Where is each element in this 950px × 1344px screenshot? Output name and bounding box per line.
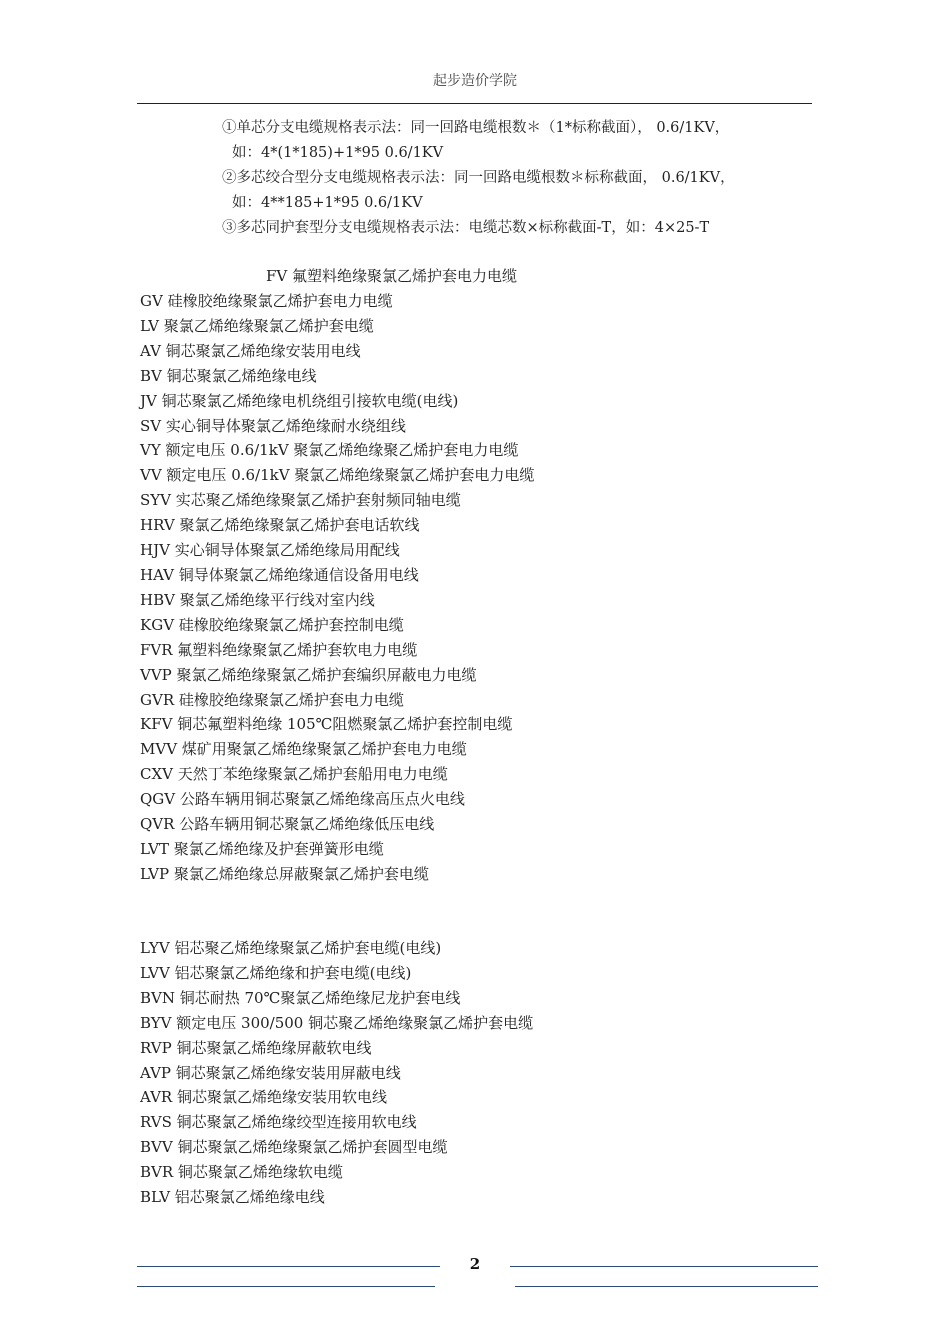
footer-rule-right-bottom	[515, 1286, 818, 1287]
cable-type-item: BVV 铜芯聚氯乙烯绝缘聚氯乙烯护套圆型电缆	[140, 1138, 448, 1157]
cable-type-item: KGV 硅橡胶绝缘聚氯乙烯护套控制电缆	[140, 615, 404, 634]
cable-type-item: BLV 铝芯聚氯乙烯绝缘电线	[140, 1188, 325, 1207]
cable-type-item: SYV 实芯聚乙烯绝缘聚氯乙烯护套射频同轴电缆	[140, 491, 461, 510]
cable-type-item: HAV 铜导体聚氯乙烯绝缘通信设备用电线	[140, 565, 419, 584]
page-number: 2	[469, 1255, 481, 1273]
cable-type-item: GVR 硅橡胶绝缘聚氯乙烯护套电力电缆	[140, 690, 404, 709]
cable-type-item: VY 额定电压 0.6/1kV 聚氯乙烯绝缘聚乙烯护套电力电缆	[140, 441, 519, 460]
cable-type-item: HRV 聚氯乙烯绝缘聚氯乙烯护套电话软线	[140, 516, 420, 535]
cable-type-item: HJV 实心铜导体聚氯乙烯绝缘局用配线	[140, 541, 400, 560]
cable-type-item: LVV 铝芯聚氯乙烯绝缘和护套电缆(电线)	[140, 963, 412, 982]
cable-type-item: FVR 氟塑料绝缘聚氯乙烯护套软电力电缆	[140, 640, 418, 659]
cable-type-list-1	[140, 289, 534, 887]
cable-type-item: VVP 聚氯乙烯绝缘聚氯乙烯护套编织屏蔽电力电缆	[140, 665, 477, 684]
cable-type-item: BVR 铜芯聚氯乙烯绝缘软电缆	[140, 1163, 343, 1182]
cable-type-item: CXV 天然丁苯绝缘聚氯乙烯护套船用电力电缆	[140, 765, 448, 784]
section-title: FV 氟塑料绝缘聚氯乙烯护套电力电缆	[266, 267, 518, 285]
notation-multi-core-sheathed: ③多芯同护套型分支电缆规格表示法：电缆芯数×标称截面-T，如：4×25-T	[222, 220, 710, 236]
cable-type-item: AVP 铜芯聚氯乙烯绝缘安装用屏蔽电线	[140, 1063, 401, 1082]
cable-type-item: KFV 铜芯氟塑料绝缘 105℃阻燃聚氯乙烯护套控制电缆	[140, 715, 513, 734]
cable-type-item: BYV 额定电压 300/500 铜芯聚乙烯绝缘聚氯乙烯护套电缆	[140, 1013, 534, 1032]
cable-type-item: MVV 煤矿用聚氯乙烯绝缘聚氯乙烯护套电力电缆	[140, 740, 467, 759]
cable-type-item: BVN 铜芯耐热 70℃聚氯乙烯绝缘尼龙护套电线	[140, 988, 461, 1007]
cable-type-item: QGV 公路车辆用铜芯聚氯乙烯绝缘高压点火电线	[140, 790, 465, 809]
notation-multi-core-twisted-example: 如：4**185+1*95 0.6/1KV	[232, 195, 423, 211]
cable-spec-notation-block	[222, 116, 735, 241]
cable-type-item: SV 实心铜导体聚氯乙烯绝缘耐水绕组线	[140, 416, 406, 435]
cable-type-item: LYV 铝芯聚乙烯绝缘聚氯乙烯护套电缆(电线)	[140, 939, 442, 957]
notation-single-core: ①单芯分支电缆规格表示法：同一回路电缆根数＊（1*标称截面）， 0.6/1KV，	[222, 120, 730, 136]
footer-rule-left-bottom	[137, 1286, 435, 1287]
page-header-title: 起步造价学院	[433, 73, 517, 89]
cable-type-item: JV 铜芯聚氯乙烯绝缘电机绕组引接软电缆(电线)	[140, 391, 459, 410]
cable-type-item: LV 聚氯乙烯绝缘聚氯乙烯护套电缆	[140, 316, 374, 335]
cable-type-item: LVP 聚氯乙烯绝缘总屏蔽聚氯乙烯护套电缆	[140, 864, 429, 883]
cable-type-item: LVT 聚氯乙烯绝缘及护套弹簧形电缆	[140, 839, 384, 858]
cable-type-item: RVS 铜芯聚氯乙烯绝缘绞型连接用软电线	[140, 1113, 417, 1132]
notation-single-core-example: 如：4*(1*185)+1*95 0.6/1KV	[232, 145, 444, 161]
cable-type-item: RVP 铜芯聚氯乙烯绝缘屏蔽软电线	[140, 1038, 372, 1057]
cable-type-item: QVR 公路车辆用铜芯聚氯乙烯绝缘低压电线	[140, 815, 435, 834]
cable-type-list-2	[140, 936, 533, 1210]
cable-type-item: HBV 聚氯乙烯绝缘平行线对室内线	[140, 590, 375, 609]
notation-multi-core-twisted: ②多芯绞合型分支电缆规格表示法：同一回路电缆根数＊标称截面， 0.6/1KV，	[222, 170, 735, 186]
cable-type-item: BV 铜芯聚氯乙烯绝缘电线	[140, 366, 317, 385]
cable-type-item: AVR 铜芯聚氯乙烯绝缘安装用软电线	[140, 1088, 387, 1107]
cable-type-item: VV 额定电压 0.6/1kV 聚氯乙烯绝缘聚氯乙烯护套电力电缆	[140, 466, 535, 485]
cable-type-item: GV 硅橡胶绝缘聚氯乙烯护套电力电缆	[140, 292, 393, 310]
header-divider	[137, 103, 812, 104]
cable-type-item: AV 铜芯聚氯乙烯绝缘安装用电线	[140, 341, 361, 360]
